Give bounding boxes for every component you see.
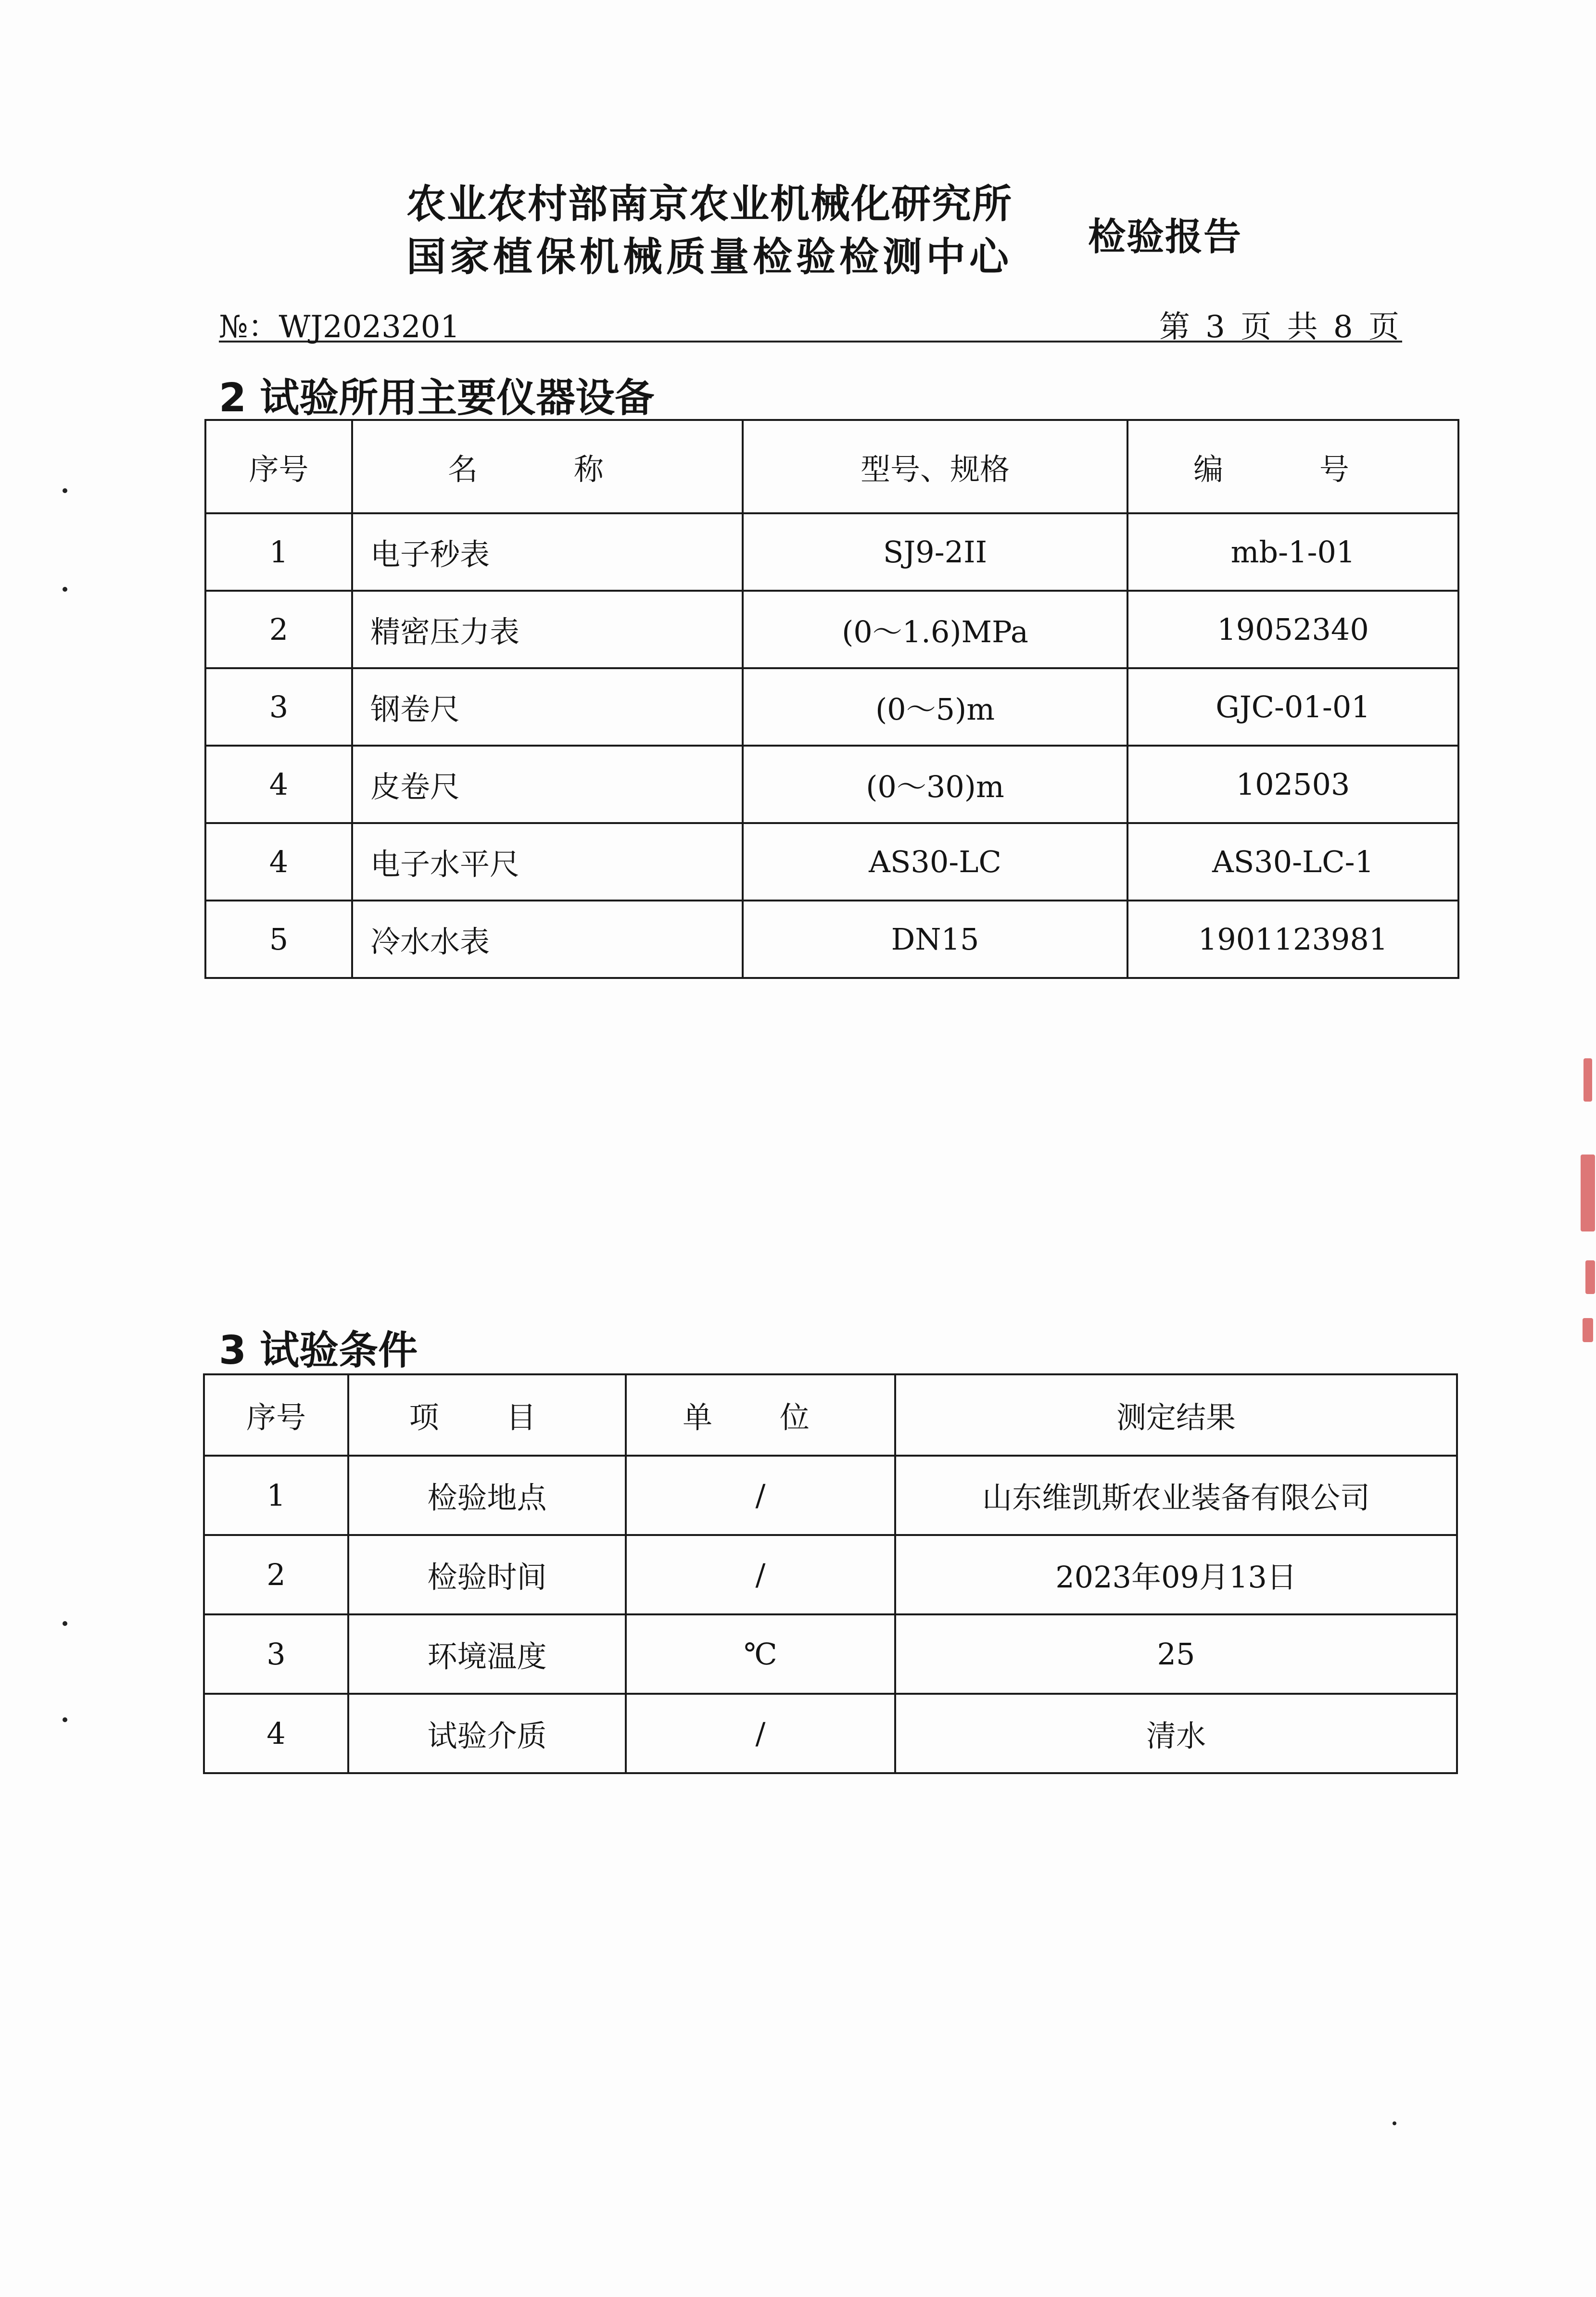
table-row bbox=[205, 668, 1458, 746]
org-name-line2: 国家植保机械质量检验检测中心 bbox=[406, 234, 1013, 280]
column-header: 序号 bbox=[205, 420, 352, 513]
item-cell: 检验地点 bbox=[348, 1456, 626, 1535]
table-row bbox=[204, 1456, 1457, 1535]
name-cell: 钢卷尺 bbox=[352, 668, 743, 746]
column-header: 编 号 bbox=[1127, 420, 1458, 513]
report-title: 检验报告 bbox=[1088, 216, 1242, 259]
equipment-table bbox=[204, 419, 1459, 979]
item-cell: 试验介质 bbox=[348, 1694, 626, 1773]
org-name-line1: 农业农村部南京农业机械化研究所 bbox=[406, 181, 1013, 227]
scan-speck bbox=[63, 1621, 67, 1626]
column-header: 型号、规格 bbox=[743, 420, 1127, 513]
code-cell: GJC-01-01 bbox=[1127, 668, 1458, 746]
result-cell: 山东维凯斯农业装备有限公司 bbox=[895, 1456, 1457, 1535]
column-header: 项 目 bbox=[348, 1374, 626, 1456]
section3-title: 试验条件 bbox=[260, 1328, 418, 1373]
report-number: №：WJ2023201 bbox=[219, 309, 460, 345]
model-cell: (0～30)m bbox=[743, 746, 1127, 823]
result-cell: 25 bbox=[895, 1614, 1457, 1694]
seq-cell: 3 bbox=[205, 668, 352, 746]
unit-cell: ℃ bbox=[626, 1614, 895, 1694]
code-cell: 102503 bbox=[1127, 746, 1458, 823]
unit-cell: / bbox=[626, 1456, 895, 1535]
table-row bbox=[205, 513, 1458, 591]
seq-cell: 2 bbox=[204, 1535, 348, 1614]
section2-heading bbox=[219, 367, 654, 423]
column-header: 序号 bbox=[204, 1374, 348, 1456]
model-cell: SJ9-2II bbox=[743, 513, 1127, 591]
table-header-row bbox=[204, 1374, 1457, 1456]
section2-number: 2 bbox=[219, 375, 247, 421]
code-cell: mb-1-01 bbox=[1127, 513, 1458, 591]
scan-speck bbox=[1393, 2121, 1396, 2125]
item-cell: 环境温度 bbox=[348, 1614, 626, 1694]
table-row bbox=[204, 1614, 1457, 1694]
seq-cell: 5 bbox=[205, 901, 352, 978]
scan-speck bbox=[63, 488, 67, 493]
section3-number: 3 bbox=[219, 1328, 247, 1373]
seq-cell: 1 bbox=[204, 1456, 348, 1535]
code-cell: AS30-LC-1 bbox=[1127, 823, 1458, 901]
code-cell: 1901123981 bbox=[1127, 901, 1458, 978]
seq-cell: 4 bbox=[205, 746, 352, 823]
column-header: 单 位 bbox=[626, 1374, 895, 1456]
unit-cell: / bbox=[626, 1535, 895, 1614]
seq-cell: 2 bbox=[205, 591, 352, 668]
scan-speck bbox=[63, 587, 67, 592]
item-cell: 检验时间 bbox=[348, 1535, 626, 1614]
name-cell: 冷水水表 bbox=[352, 901, 743, 978]
seq-cell: 4 bbox=[204, 1694, 348, 1773]
table-header-row bbox=[205, 420, 1458, 513]
column-header: 名 称 bbox=[352, 420, 743, 513]
seq-cell: 3 bbox=[204, 1614, 348, 1694]
table-row bbox=[204, 1694, 1457, 1773]
model-cell: DN15 bbox=[743, 901, 1127, 978]
section2-title: 试验所用主要仪器设备 bbox=[260, 375, 655, 421]
code-cell: 19052340 bbox=[1127, 591, 1458, 668]
table-row bbox=[205, 591, 1458, 668]
scan-speck bbox=[63, 1717, 67, 1722]
column-header: 测定结果 bbox=[895, 1374, 1457, 1456]
seq-cell: 1 bbox=[205, 513, 352, 591]
name-cell: 电子水平尺 bbox=[352, 823, 743, 901]
page-info: 第 3 页 共 8 页 bbox=[1159, 309, 1402, 345]
model-cell: (0～5)m bbox=[743, 668, 1127, 746]
name-cell: 精密压力表 bbox=[352, 591, 743, 668]
section3-heading bbox=[219, 1319, 418, 1375]
seq-cell: 4 bbox=[205, 823, 352, 901]
result-cell: 2023年09月13日 bbox=[895, 1535, 1457, 1614]
organization-header bbox=[406, 178, 1070, 284]
table-row bbox=[205, 901, 1458, 978]
result-cell: 清水 bbox=[895, 1694, 1457, 1773]
model-cell: (0～1.6)MPa bbox=[743, 591, 1127, 668]
table-row bbox=[204, 1535, 1457, 1614]
unit-cell: / bbox=[626, 1694, 895, 1773]
seal-edge-fragment bbox=[1577, 1058, 1596, 1347]
model-cell: AS30-LC bbox=[743, 823, 1127, 901]
table-row bbox=[205, 823, 1458, 901]
table-row bbox=[205, 746, 1458, 823]
name-cell: 皮卷尺 bbox=[352, 746, 743, 823]
report-meta-row bbox=[219, 302, 1402, 343]
name-cell: 电子秒表 bbox=[352, 513, 743, 591]
test-conditions-table bbox=[203, 1373, 1458, 1774]
